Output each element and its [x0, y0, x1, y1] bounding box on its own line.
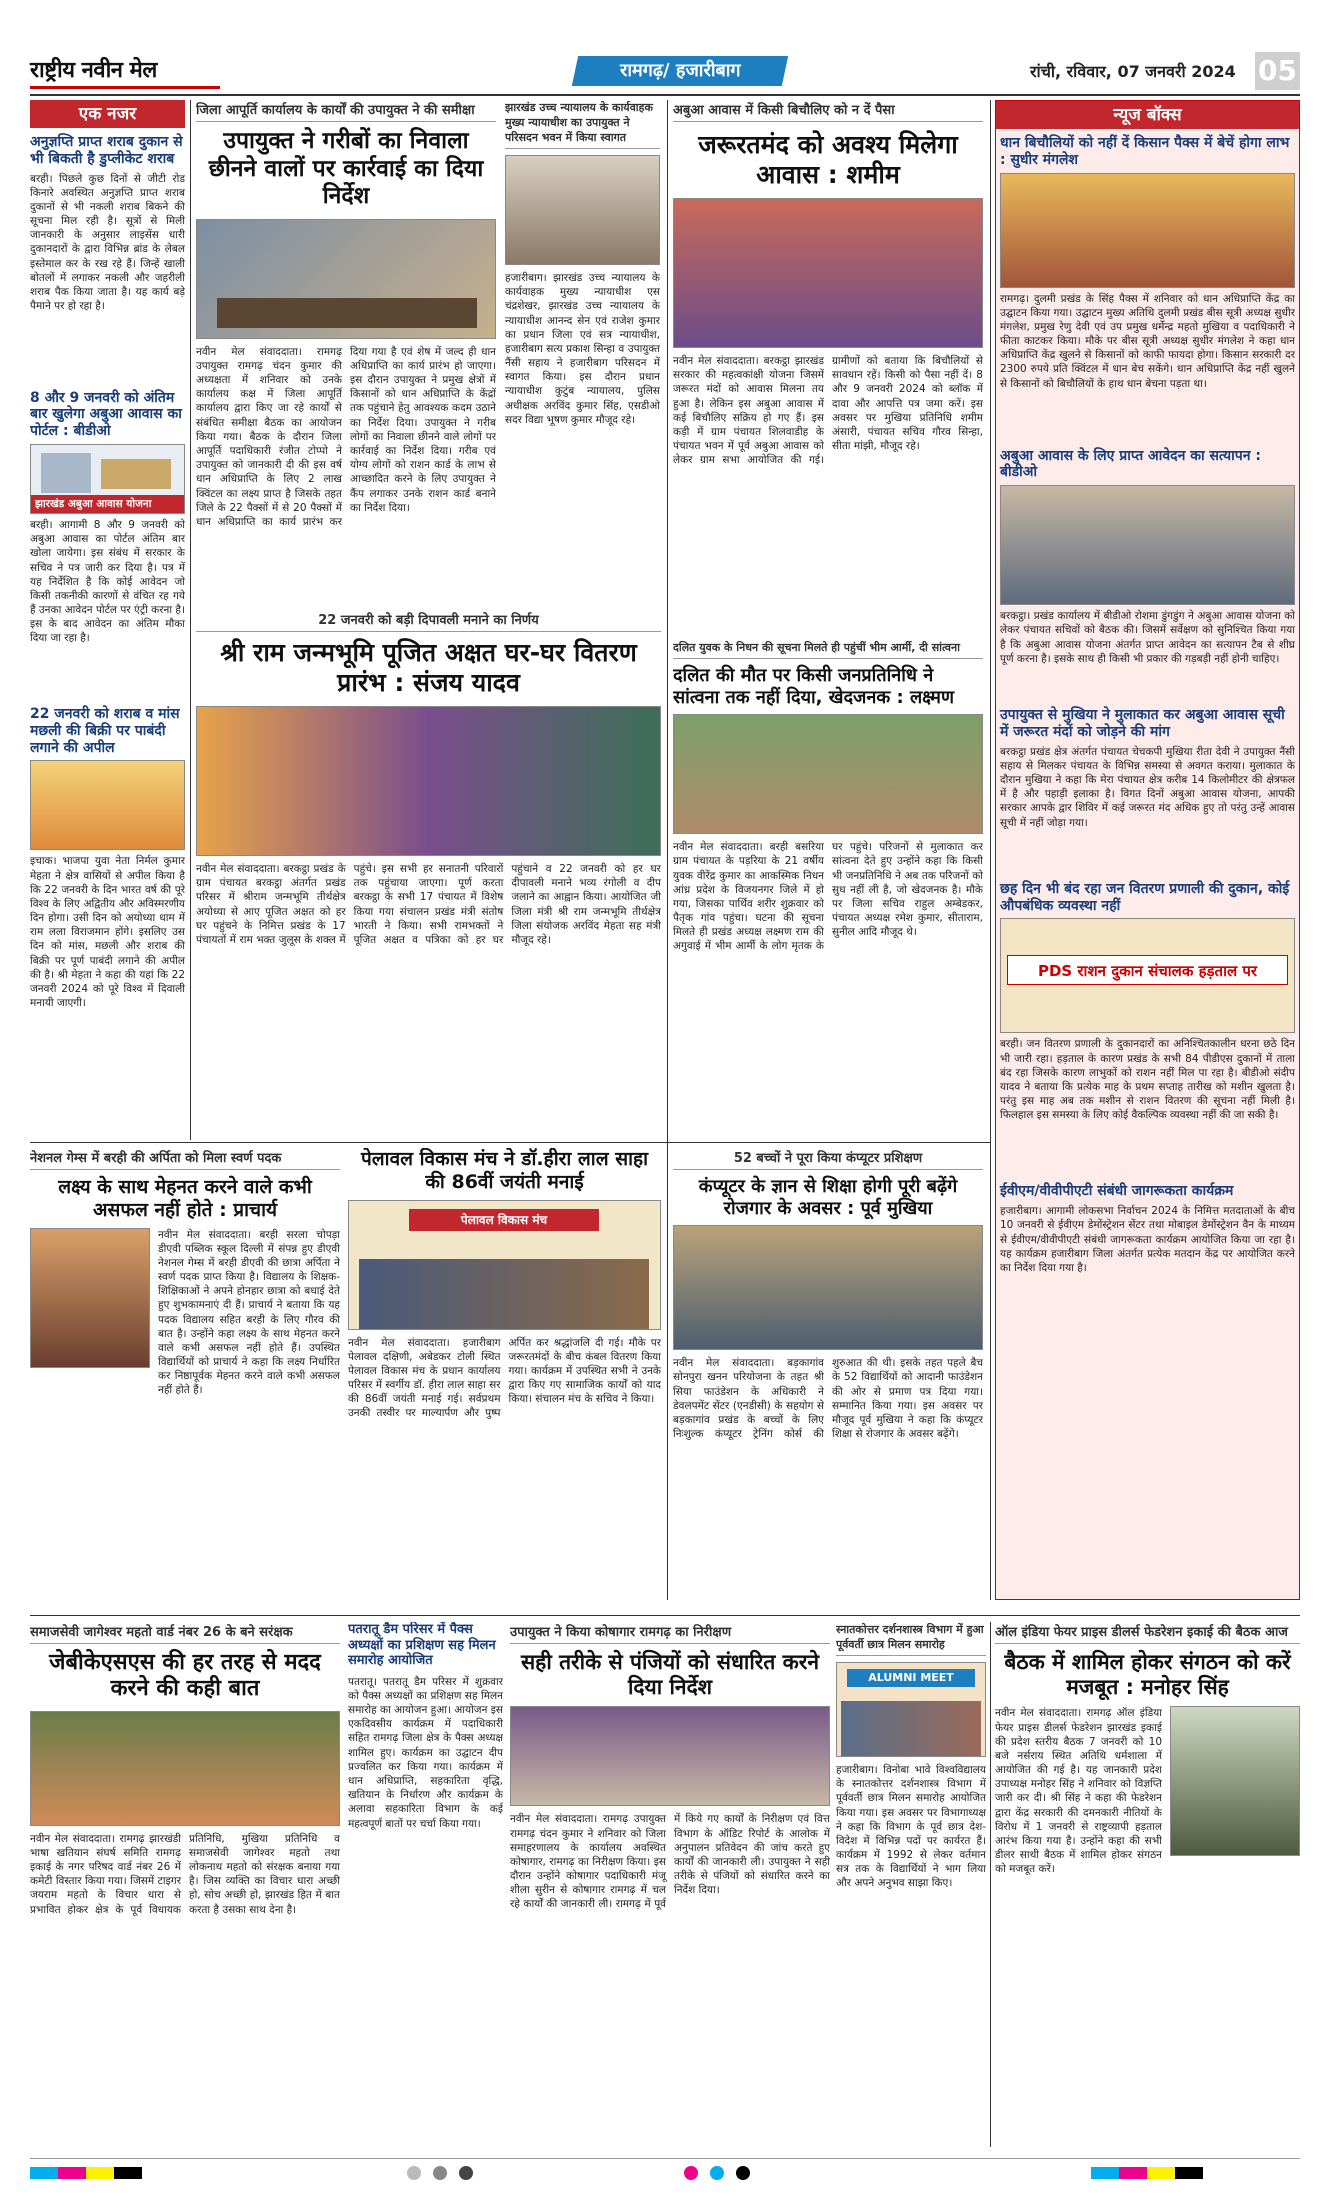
story-1	[196, 100, 496, 600]
story-11-photo	[510, 1706, 830, 1806]
story-1-body: नवीन मेल संवाददाता। रामगढ़ उपायुक्त रामगढ़ चंदन कुमार की अध्यक्षता में शनिवार को उनके कार्यालय कक्ष में जिला आपूर्ति कार्यालय द्वारा किए जा रहे कार्यों से संबंधित समीक्षा बैठक का आयोजन किया गया। बैठक के दौरान जिला आपूर्ति पदाधिकारी रंजीत टोप्पो ने उपायुक्त को जानकारी दी की इस वर्ष धान अधिप्राप्ति के लिए 2 लाख क्विंटल का लक्ष्य प्राप्त है जिसके तहत जिले के 22 पैक्सों में से 20 पैक्सों में धान अधिप्राप्ति का कार्य प्रारंभ कर दिया गया है एवं शेष में जल्द ही धान अधिप्राप्ति का कार्य प्रारंभ हो जाएगा। इस दौरान उपायुक्त ने प्रमुख क्षेत्रों में किसानों को धान अधिप्राप्ति के केंद्रों तक पहुंचाने हेतु आवश्यक कदम उठाने का निर्देश दिया। उपायुक्त ने गरीब लोगों का निवाला छीनने वाले लोगों पर कार्रवाई का निर्देश दिया। गरीब एवं योग्य लोगों को राशन कार्ड के लाभ से आच्छादित करने के लिए उपायुक्त ने कैंप लगाकर उनके राशन कार्ड बनाने का निर्देश दिया।	[196, 345, 496, 528]
box-item-2-head: अबुआ आवास के लिए प्राप्त आवेदन का सत्यापन : बीडीओ	[1000, 447, 1261, 481]
story-12-kicker: स्नातकोत्तर दर्शनशास्त्र विभाग में हुआ पूर्ववर्ती छात्र मिलन समारोह	[836, 1622, 986, 1656]
story-4-kicker: 22 जनवरी को बड़ी दिपावली मनाने का निर्णय	[196, 610, 661, 632]
story-10-body: पतरातू। पतरातू डैम परिसर में शुक्रवार को पैक्स अध्यक्षों का प्रशिक्षण सह मिलन समारोह का आयोजन हुआ। आयोजन इस एकदिवसीय कार्यक्रम में पदाधिकारी सहित रामगढ़ जिला क्षेत्र के पैक्स अध्यक्ष शामिल हुए। कार्यक्रम का उद्घाटन दीप प्रज्वलित कर किया गया। कार्यक्रम में धान अधिप्राप्ति, सहकारिता वृद्धि, खतियान के निर्धारण और कार्यक्रम के अलावा सहकारिता विभाग के कई महत्वपूर्ण बातों पर चर्चा किया गया।	[348, 1675, 503, 1830]
box-item-1-photo	[1000, 173, 1295, 288]
pds-banner: PDS राशन दुकान संचालक हड़ताल पर	[1007, 955, 1288, 985]
story-2-kicker: झारखंड उच्च न्यायालय के कार्यवाहक मुख्य न्यायाधीश का उपायुक्त ने परिसदन भवन में किया स्वागत	[505, 100, 660, 149]
box-item-4-head: छह दिन भी बंद रहा जन वितरण प्रणाली की दुकान, कोई औपबंधिक व्यवस्था नहीं	[1000, 880, 1290, 914]
story-3-body: नवीन मेल संवाददाता। बरकट्ठा झारखंड सरकार की महत्वकांक्षी योजना जिसमें जरूरत मंदों को आवास मिलना तय हुआ है। लेकिन इस अबुआ आवास में कई बिचौलिए सक्रिय हो गए हैं। इस कड़ी में ग्राम पंचायत शिलवाडीह के पंचायत भवन में पूर्व अबुआ आवास को लेकर ग्राम सभा आयोजित की गई। ग्रामीणों को बताया कि बिचौलियों से सावधान रहें। किसी को पैसा नहीं दें। 8 और 9 जनवरी 2024 को ब्लॉक में दावा और आपत्ति पत्र जमा करें। इस अवसर पर मुखिया प्रतिनिधि शमीम अंसारी, पंचायत सचिव गौरव सिन्हा, सीता मांझी, मौजूद रहे।	[673, 355, 983, 467]
story-4	[196, 610, 661, 1135]
left-item-1-body: बरही। पिछले कुछ दिनों से जीटी रोड किनारे अवस्थित अनुज्ञप्ति प्राप्त शराब दुकानों से भी नकली शराब बिकने की सूचना मिल रही है। सूत्रों से मिली जानकारी के अनुसार लाइसेंस धारी दुकानदारों के द्वारा विभिन्न ब्रांड के लेबल इस्तेमाल कर के रख रहे हैं। जिन्हें खाली बोतलों में लगाकर नकली और जहरीली शराब पैक किया जाता है। यह कार्य बड़े पैमाने पर हो रहा है।	[30, 172, 185, 313]
story-13-photo	[1170, 1706, 1300, 1856]
story-8-kicker: 52 बच्चों ने पूरा किया कंप्यूटर प्रशिक्षण	[673, 1148, 983, 1170]
story-6-photo	[30, 1228, 150, 1368]
story-11-head: सही तरीके से पंजियों को संधारित करने दिया निर्देश	[520, 1650, 820, 1700]
story-2	[505, 100, 660, 600]
story-9-photo	[30, 1711, 340, 1826]
print-registration-bar	[30, 2158, 1300, 2176]
page-number: 05	[1255, 52, 1300, 90]
story-8	[673, 1148, 983, 1608]
news-box-tag: न्यूज बॉक्स	[996, 101, 1299, 129]
story-6-kicker: नेशनल गेम्स में बरही की अर्पिता को मिला स्वर्ण पदक	[30, 1148, 340, 1170]
story-9	[30, 1622, 340, 2147]
story-10	[348, 1622, 503, 2147]
story-1-photo	[196, 219, 496, 339]
story-13-kicker: ऑल इंडिया फेयर प्राइस डीलर्स फेडरेशन इकाई की बैठक आज	[995, 1622, 1300, 1644]
story-7-body: नवीन मेल संवाददाता। हजारीबाग पेलावल दक्षिणी, अबेडकर टोली स्थित पेलावल विकास मंच के प्रधान कार्यालय परिसर में स्वर्गीय डॉ. हीरा लाल साहा सर की 86वीं जयंती मनाई गई। सर्वप्रथम उनकी तस्वीर पर माल्यार्पण और पुष्प अर्पित कर श्रद्धांजलि दी गई। मौके पर जरूरतमंदों के बीच कंबल वितरण किया गया। कार्यक्रम में उपस्थित सभी ने उनके द्वारा किए गए सामाजिक कार्यों को याद किया। संचालन मंच के सचिव ने किया।	[348, 1336, 661, 1420]
story-5-head: दलित की मौत पर किसी जनप्रतिनिधि ने सांत्वना तक नहीं दिया, खेदजनक : लक्ष्मण	[673, 665, 954, 708]
story-5	[673, 640, 983, 1135]
story-3-photo	[673, 198, 983, 348]
story-6-head: लक्ष्य के साथ मेहनत करने वाले कभी असफल नहीं होते : प्राचार्य	[58, 1176, 312, 1221]
box-item-4-photo	[1000, 918, 1295, 1033]
left-item-2-body: बरही। आगामी 8 और 9 जनवरी को अबुआ आवास का पोर्टल अंतिम बार खोला जायेगा। इस संबंध में सरकार के सचिव ने पत्र जारी कर दिया है। पत्र में यह निर्देशित है कि कोई आवेदन जो किसी तकनीकी कारणों से वंचित रह गये हैं उनका आवेदन पोर्टल पर एंट्री करना है। इस के बाद आवेदन का अंतिम मौका दिया जा रहा है।	[30, 518, 185, 645]
story-7-head: पेलावल विकास मंच ने डॉ.हीरा लाल साहा की 86वीं जयंती मनाई	[360, 1148, 648, 1193]
story-4-body: नवीन मेल संवाददाता। बरकट्ठा प्रखंड के ग्राम पंचायत बरकट्ठा अंतर्गत प्रखंड परिसर में श्रीराम जन्मभूमि तीर्थक्षेत्र अयोध्या से आए पूजित अक्षत को हर घर पहुंचने के निमित्त प्रखंड के 17 पंचायतों में राम भक्त जुलूस के शक्ल में पहुंचे। इस सभी हर सनातनी परिवारों तक पहुंचाया जाएगा। पूर्ण करता बरकट्ठा के सभी 17 पंचायत में विशेष किया गया संचालन प्रखंड मंत्री संतोष भारती ने किया। सभी रामभक्तों ने पूजित अक्षत व पत्रिका को हर घर पहुंचाने व 22 जनवरी को हर घर दीपावली मनाने भव्य रंगोली व दीप जलाने का आह्वान किया। आयोजित जी जिला मंत्री श्री राम जन्मभूमि तीर्थक्षेत्र जिला संयोजक अरविंद मेहता सह मंत्री मौजूद रहे।	[196, 863, 661, 946]
story-5-photo	[673, 714, 983, 834]
story-2-photo	[505, 155, 660, 265]
story-12-banner: ALUMNI MEET	[847, 1669, 975, 1687]
ek-nazar-tag: एक नजर	[30, 100, 185, 128]
story-6-body: नवीन मेल संवाददाता। बरही सरला चोपड़ा डीएवी पब्लिक स्कूल दिल्ली में संपन्न हुए डीएवी नेशनल गेम्स में बरही डीएवी की छात्रा अर्पिता ने स्वर्ण पदक प्राप्त किया है। विद्यालय के शिक्षक-शिक्षिकाओं ने अपने होनहार छात्रा को बधाई देते हुए शुभकामनाएं दी हैं। प्राचार्य ने बताया कि यह पदक विद्यालय सहित बरही के लिए गौरव की बात है। उन्होंने कहा लक्ष्य के साथ मेहनत करने वाले कभी असफल नहीं होते हैं। उपस्थित विद्यार्थियों को प्राचार्य ने कहा कि लक्ष्य निर्धारित कर निष्ठापूर्वक मेहनत करने वाले कभी असफल नहीं होते हैं।	[158, 1228, 340, 1397]
story-9-head: जेबीकेएसएस की हर तरह से मदद करने की कही बात	[49, 1650, 321, 1702]
story-7-photo	[348, 1200, 661, 1330]
story-1-head: उपायुक्त ने गरीबों का निवाला छीनने वालों पर कार्रवाई का दिया निर्देश	[208, 128, 484, 210]
story-8-photo	[673, 1225, 983, 1350]
dateline: रांची, रविवार, 07 जनवरी 2024	[1030, 62, 1236, 81]
awas-photo-caption: झारखंड अबुआ आवास योजना	[31, 495, 184, 513]
story-4-photo	[196, 706, 661, 856]
story-2-body: हजारीबाग। झारखंड उच्च न्यायालय के कार्यवाहक मुख्य न्यायाधीश एस चंद्रशेखर, झारखंड उच्च न्यायालय के न्यायाधीश आनन्द सेन एवं राजेश कुमार का प्रधान जिला एवं सत्र न्यायाधीश, हजारीबाग सत्य प्रकाश सिन्हा व उपायुक्त नैंसी सहाय ने हजारीबाग परिसदन में स्वागत किया। इस दौरान प्रधान न्यायाधीश कुटुंब न्यायालय, पुलिस अधीक्षक अरविंद कुमार सिंह, एसडीओ सदर विद्या भूषण कुमार मौजूद रहे।	[505, 272, 660, 426]
story-5-kicker: दलित युवक के निधन की सूचना मिलते ही पहुंचीं भीम आर्मी, दी सांत्वना	[673, 640, 983, 659]
masthead	[30, 52, 1300, 92]
box-item-2-photo	[1000, 485, 1295, 605]
box-item-3-body: बरकट्ठा प्रखंड क्षेत्र अंतर्गत पंचायत चेचकपी मुखिया रीता देवी ने उपायुक्त नैंसी सहाय से मिलकर पंचायत के विभिन्न समस्या से अवगत कराया। मुलाकात के दौरान मुखिया ने कहा कि मेरा पंचायत क्षेत्र करीब 14 किलोमीटर की क्षेत्रफल में है और पहाड़ी इलाका है। विगत दिनों अबुआ आवास योजना, आपकी सरकार आपके द्वार शिविर में कई जरूरत मंद अधिक हुए तो परंतु उन्हें आवास सूची में नहीं जोड़ा गया।	[1000, 745, 1295, 829]
story-12-body: हजारीबाग। विनोबा भावे विश्वविद्यालय के स्नातकोत्तर दर्शनशास्त्र विभाग में पूर्ववर्ती छात्र मिलन समारोह आयोजित किया गया। इस अवसर पर विभागाध्यक्ष ने कहा कि विभाग के पूर्व छात्र देश-विदेश में विभिन्न पदों पर कार्यरत हैं। कार्यक्रम में 1992 से लेकर वर्तमान सत्र तक के विद्यार्थियों ने भाग लिया और अपने अनुभव साझा किए।	[836, 1764, 986, 1890]
story-3	[673, 100, 983, 630]
section-tag: रामगढ़/ हजारीबाग	[572, 56, 788, 86]
box-item-3-head: उपायुक्त से मुखिया ने मुलाकात कर अबुआ आवास सूची में जरूरत मंदों को जोड़ने की मांग	[1000, 707, 1285, 740]
box-item-2-body: बरकट्ठा। प्रखंड कार्यालय में बीडीओ रोशमा डुंगडुंग ने अबुआ आवास योजना को लेकर पंचायत सचिवों को बैठक की। जिसमें सर्वेक्षण को सुनिश्चित किया गया है कि अबुआ आवास योजना अंतर्गत प्राप्त आवेदन का सत्यापन टैब से शीघ्र पूर्ण करना है। इसके साथ ही किसी भी प्रकार की गड़बड़ी नहीं होनी चाहिए।	[1000, 610, 1295, 665]
left-item-2-head: 8 और 9 जनवरी को अंतिम बार खुलेगा अबुआ आवास का पोर्टल : बीडीओ	[30, 389, 182, 440]
story-3-kicker: अबुआ आवास में किसी बिचौलिए को न दें पैसा	[673, 100, 983, 122]
left-column	[30, 100, 185, 1140]
left-item-3-body: इचाक। भाजपा युवा नेता निर्मल कुमार मेहता ने क्षेत्र वासियों से अपील किया है कि 22 जनवरी के दिन भारत वर्ष की पूरे विश्व के लिए अद्वितीय और अविस्मरणीय दिन होगा। उसी दिन को अयोध्या धाम में राम लला विराजमान होंगे। इसलिए उस दिन को मांस, मछली और शराब की बिक्री पर पूर्ण पाबंदी लगाने की अपील की है। श्री मेहता ने कहा की यहां कि 22 जनवरी 2024 को पूरे विश्व में दिवाली मनायी जाएगी।	[30, 855, 185, 1010]
story-5-body: नवीन मेल संवाददाता। बरही बसरिया ग्राम पंचायत के पड़रिया के 21 वर्षीय युवक वीरेंद्र कुमार का आकस्मिक निधन आंध्र प्रदेश के विजयनगर जिले में हो गया, जिसका पार्थिव शरीर शुक्रवार को पैतृक गांव पहुंचा। घटना की सूचना मिलते ही प्रखंड अध्यक्ष लक्ष्मण राम की अगुवाई में भीम आर्मी के लोग मृतक के घर पहुंचे। परिजनों से मुलाकात कर सांत्वना देते हुए उन्होंने कहा कि किसी भी जनप्रतिनिधि ने अब तक परिजनों को सुध नहीं ली है, जो खेदजनक है। मौके पर जिला सचिव राहुल अम्बेडकर, पंचायत अध्यक्ष रमेश कुमार, सीताराम, सुनील आदि मौजूद थे।	[673, 841, 983, 953]
awas-photo	[30, 444, 185, 514]
left-item-3-head: 22 जनवरी को शराब व मांस मछली की बिक्री पर पाबंदी लगाने की अपील	[30, 705, 180, 756]
story-8-body: नवीन मेल संवाददाता। बड़कागांव सोनपुरा खनन परियोजना के तहत श्री सिया फाउंडेशन के अधिकारी ने डेवलपमेंट सेंटर (एनडीसी) के सहयोग से बड़कागांव प्रखंड के बच्चों के लिए निःशुल्क कंप्यूटर ट्रेनिंग कोर्स की शुरुआत की थी। इसके तहत पहले बैच के 52 विद्यार्थियों को आदानी फाउंडेशन की ओर से प्रमाण पत्र दिया गया। सम्मानित किया गया। इस अवसर पर मौजूद पूर्व मुखिया ने कहा कि कंप्यूटर शिक्षा से रोजगार के अवसर बढ़ेंगे।	[673, 1357, 983, 1441]
story-11	[510, 1622, 830, 2147]
story-6	[30, 1148, 340, 1608]
story-9-kicker: समाजसेवी जागेश्वर महतो वार्ड नंबर 26 के बने सरंक्षक	[30, 1622, 340, 1644]
story-7-banner: पेलावल विकास मंच	[409, 1209, 599, 1231]
top-rule	[30, 94, 1300, 96]
story-4-head: श्री राम जन्मभूमि पूजित अक्षत घर-घर वितरण प्रारंभ : संजय यादव	[220, 638, 637, 697]
appeal-photo	[30, 760, 185, 850]
box-item-1-head: धान बिचौलियों को नहीं दें किसान पैक्स में बेचें होगा लाभ : सुधीर मंगलेश	[1000, 135, 1290, 168]
box-item-1-body: रामगढ़। दुलमी प्रखंड के सिंह पैक्स में शनिवार को धान अधिप्राप्ति केंद्र का उद्घाटन किया गया। उद्घाटन मुख्य अतिथि दुलमी प्रखंड बीस सूत्री अध्यक्ष सुधीर मंगलेश, प्रमुख रेणु देवी एवं उप प्रमुख धर्मेन्द्र महतो मुखिया व पदाधिकारी ने फीता काटकर किया। मौके पर बीस सूत्री अध्यक्ष सुधीर मंगलेश ने कहा धान अधिप्राप्ति केंद्र खुलने से किसानों को काफी फायदा होगा। किसान सरकारी दर 2300 रुपये प्रति क्विंटल में धान बेच सकेंगे। धान अधिप्राप्ति केंद्र नहीं खुलने से किसानों को बिचौलियों के हाथ धान बेचना पड़ता था।	[1000, 292, 1295, 390]
story-13-head: बैठक में शामिल होकर संगठन को करें मजबूत : मनोहर सिंह	[1004, 1650, 1291, 1700]
news-box	[995, 100, 1300, 1600]
story-12-photo	[836, 1662, 986, 1757]
story-3-head: जरूरतमंद को अवश्य मिलेगा आवास : शमीम	[698, 130, 958, 189]
box-item-5-body: हजारीबाग। आगामी लोकसभा निर्वाचन 2024 के निमित्त मतदाताओं के बीच 10 जनवरी से ईवीएम डेमोंस्ट्रेशन सेंटर तथा मोबाइल डेमोंस्ट्रेशन वैन के माध्यम से ईवीएम/वीवीपीएटी संबंधी जागरूकता कार्यक्रम आयोजित किया जा रहा है। यह कार्यक्रम हजारीबाग जिला अंतर्गत प्रत्येक मतदान केंद्र पर आयोजित करने का निर्देश दिया गया है।	[1000, 1205, 1295, 1274]
story-7	[348, 1148, 661, 1608]
story-8-head: कंप्यूटर के ज्ञान से शिक्षा होगी पूरी बढ़ेंगे रोजगार के अवसर : पूर्व मुखिया	[698, 1176, 958, 1219]
left-item-1-head: अनुज्ञप्ति प्राप्त शराब दुकान से भी बिकती है डुप्लीकेट शराब	[30, 134, 183, 167]
story-9-body: नवीन मेल संवाददाता। रामगढ़ झारखंडी भाषा खतियान संघर्ष समिति रामगढ़ इकाई के नगर परिषद वार्ड नंबर 26 में कमेटी विस्तार किया गया। जिसमें टाइगर जयराम महतो के विचार धारा से प्रभावित होकर क्षेत्र के पूर्व विधायक प्रतिनिधि, मुखिया प्रतिनिधि व समाजसेवी जागेश्वर महतो तथा लोकनाथ महतो को संरक्षक बनाया गया है। जिस व्यक्ति का विचार धारा अच्छी हो, सोच अच्छी हो, झारखंड हित में बात करता है उसका साथ देना है।	[30, 1832, 340, 1916]
story-10-head: पतरातू डैम परिसर में पैक्स अध्यक्षों का प्रशिक्षण सह मिलन समारोह आयोजित	[348, 1622, 496, 1669]
story-12	[836, 1622, 986, 2147]
story-13	[995, 1622, 1300, 2147]
story-13-body: नवीन मेल संवाददाता। रामगढ़ ऑल इंडिया फेयर प्राइस डीलर्स फेडरेशन झारखंड इकाई की प्रदेश स्तरीय बैठक 7 जनवरी को 10 बजे नर्सराय स्थित अतिथि धर्मशाला में आयोजित की गई है। यह जानकारी प्रदेश उपाध्यक्ष मनोहर सिंह ने शनिवार को विज्ञप्ति जारी कर दी। श्री सिंह ने कहा की फेडरेशन द्वारा केंद्र सरकारी की दमनकारी नीतियों के विरोध में 1 जनवरी से राष्ट्रव्यापी हड़ताल आरंभ किया गया है। उन्होंने कहा की सभी डीलर साथी बैठक में शामिल होकर संगठन को मजबूत करें।	[995, 1707, 1162, 1876]
story-11-kicker: उपायुक्त ने किया कोषागार रामगढ़ का निरीक्षण	[510, 1622, 830, 1644]
story-1-kicker: जिला आपूर्ति कार्यालय के कार्यों की उपायुक्त ने की समीक्षा	[196, 100, 496, 122]
box-item-5-head: ईवीएम/वीवीपीएटी संबंधी जागरूकता कार्यक्रम	[1000, 1183, 1234, 1200]
paper-name: राष्ट्रीय नवीन मेल	[30, 54, 220, 89]
story-11-body: नवीन मेल संवाददाता। रामगढ़ उपायुक्त रामगढ़ चंदन कुमार ने शनिवार को जिला समाहरणालय के कार्यालय अवस्थित कोषागार, रामगढ़ का निरीक्षण किया। इस दौरान उन्होंने कोषागार पदाधिकारी मंजू शीला सुरीन से कोषागार रामगढ़ में चल रहे कार्यों की जानकारी ली। रामगढ़ में पूर्व में किये गए कार्यों के निरीक्षण एवं वित्त विभाग के ऑडिट रिपोर्ट के आलोक में अनुपालन प्रतिवेदन की जांच करते हुए कार्यों की जानकारी ली। उपायुक्त ने सही तरीके से पंजियों को संधारित करने का निर्देश दिया।	[510, 1813, 830, 1911]
box-item-4-body: बरही। जन वितरण प्रणाली के दुकानदारों का अनिश्चितकालीन धरना छठे दिन भी जारी रहा। हड़ताल के कारण प्रखंड के सभी 84 पीडीएस दुकानों में ताला बंद रहा जिसके कारण लाभुकों को राशन नहीं मिल पा रहा है। बीडीओ संदीप यादव ने बताया कि प्रत्येक माह के प्रथम सप्ताह तारीख को मशीन खुलता है। परंतु इस माह अब तक मशीन से राशन वितरण की सूचना नहीं मिली है। फिलहाल इस समस्या के लिए कोई वैकल्पिक व्यवस्था नहीं की जा सकी है।	[1000, 1038, 1295, 1122]
